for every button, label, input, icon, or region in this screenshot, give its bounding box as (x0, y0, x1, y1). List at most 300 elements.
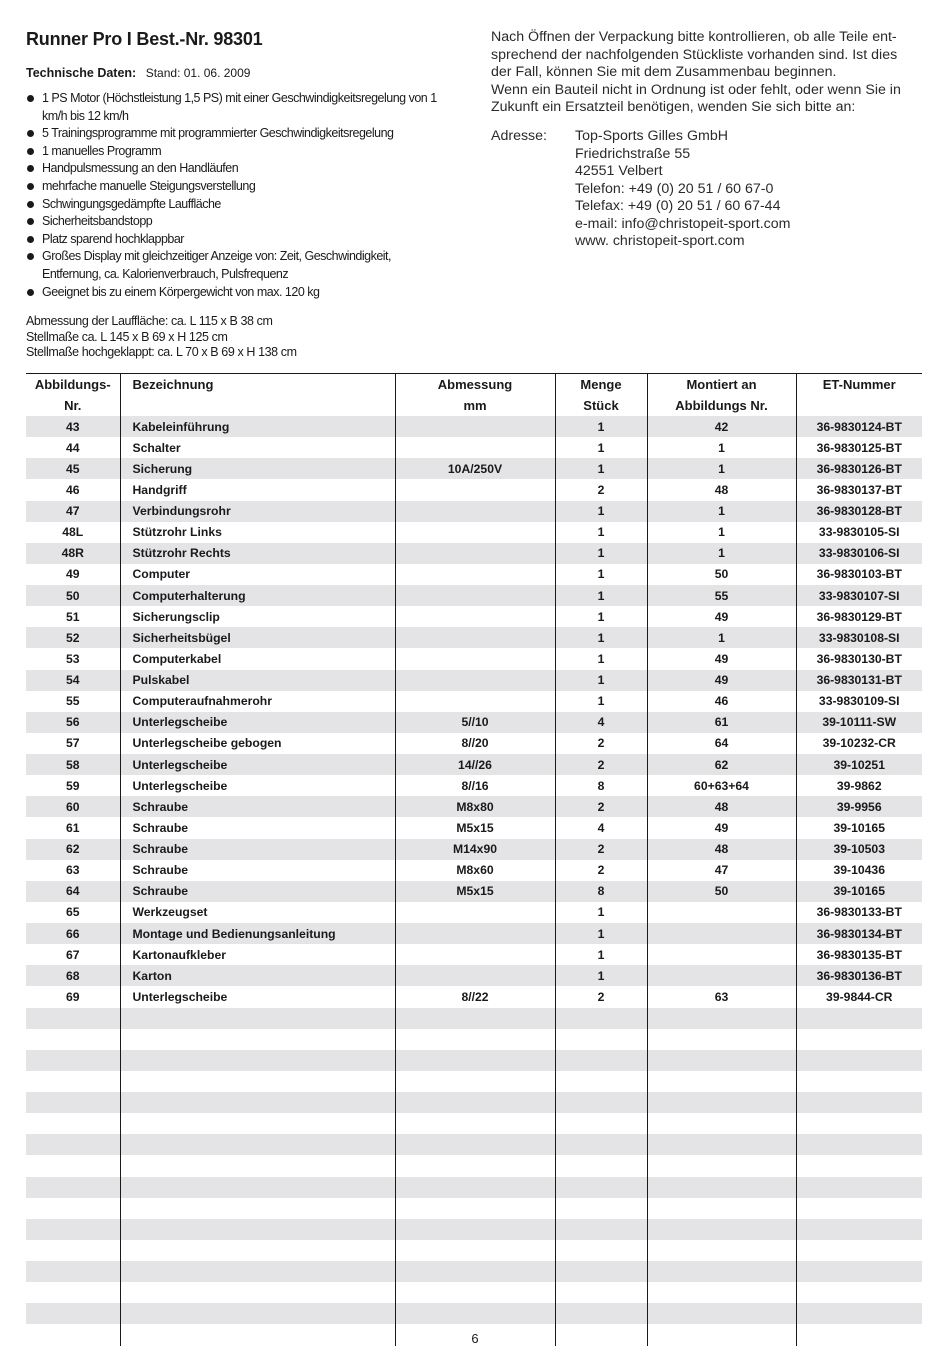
cell-et-nummer: 33-9830109-SI (796, 691, 922, 712)
cell-et-nummer (796, 1303, 922, 1324)
cell-montiert-an (647, 1240, 796, 1261)
cell-menge: 1 (555, 627, 647, 648)
cell-abmessung (395, 965, 555, 986)
cell-menge: 1 (555, 606, 647, 627)
cell-bezeichnung: Schraube (120, 860, 395, 881)
cell-abmessung: 8//20 (395, 733, 555, 754)
cell-abb-nr: 57 (65, 736, 80, 751)
cell-abmessung (395, 1177, 555, 1198)
cell-abb-nr: 67 (65, 947, 80, 962)
cell-abmessung (395, 1071, 555, 1092)
cell-menge (555, 1198, 647, 1219)
address-lines (575, 128, 790, 251)
feature-item: Schwingungsgedämpfte Lauffläche (26, 196, 446, 214)
cell-montiert-an: 50 (647, 564, 796, 585)
cell-abmessung (395, 1282, 555, 1303)
cell-menge (555, 1282, 647, 1303)
cell-menge: 2 (555, 479, 647, 500)
cell-montiert-an (647, 1134, 796, 1155)
cell-abb-nr: 56 (26, 712, 120, 733)
street: Friedrichstraße 55 (575, 145, 691, 162)
cell-menge (555, 1008, 647, 1029)
table-row (26, 1050, 922, 1071)
cell-et-nummer: 36-9830133-BT (796, 902, 922, 923)
cell-et-nummer (796, 1155, 922, 1176)
cell-bezeichnung (120, 1177, 395, 1198)
cell-bezeichnung: Schraube (120, 796, 395, 817)
cell-menge (555, 1113, 647, 1134)
cell-abb-nr: 64 (26, 881, 120, 902)
cell-menge: 8 (555, 775, 647, 796)
cell-montiert-an (647, 902, 796, 923)
cell-menge: 1 (555, 902, 647, 923)
cell-bezeichnung: Sicherung (120, 458, 395, 479)
cell-montiert-an: 49 (647, 670, 796, 691)
table-row (26, 627, 922, 648)
cell-abmessung: M14x90 (395, 839, 555, 860)
feature-item: Geeignet bis zu einem Körpergewicht von max. 120 kg (26, 284, 446, 302)
cell-abmessung (395, 1219, 555, 1240)
cell-montiert-an (647, 1282, 796, 1303)
cell-montiert-an (647, 1155, 796, 1176)
cell-menge (555, 1071, 647, 1092)
cell-et-nummer (796, 1282, 922, 1303)
cell-abb-nr: 51 (65, 609, 80, 624)
cell-abmessung: 8//22 (395, 986, 555, 1007)
table-row (26, 543, 922, 564)
cell-montiert-an: 60+63+64 (647, 775, 796, 796)
cell-montiert-an (647, 1177, 796, 1198)
feature-item: Platz sparend hochklappbar (26, 231, 446, 249)
cell-et-nummer: 36-9830134-BT (796, 923, 922, 944)
cell-abmessung (395, 1050, 555, 1071)
cell-montiert-an: 63 (647, 986, 796, 1007)
cell-montiert-an (647, 965, 796, 986)
cell-abmessung (395, 1155, 555, 1176)
cell-bezeichnung: Montage und Bedienungsanleitung (120, 923, 395, 944)
cell-et-nummer: 36-9830136-BT (796, 965, 922, 986)
table-row (26, 522, 922, 543)
cell-abmessung (395, 1029, 555, 1050)
cell-et-nummer: 36-9830103-BT (796, 564, 922, 585)
table-row (26, 817, 922, 838)
table-row (26, 775, 922, 796)
table-row (26, 479, 922, 500)
cell-menge: 1 (555, 965, 647, 986)
cell-bezeichnung: Sicherungsclip (120, 606, 395, 627)
cell-et-nummer: 36-9830128-BT (796, 501, 922, 522)
cell-abb-nr (26, 1008, 120, 1029)
website-link[interactable]: www. christopeit-sport.com (575, 233, 745, 249)
cell-bezeichnung: Stützrohr Links (120, 522, 395, 543)
feature-item: 5 Trainingsprogramme mit programmierter Geschwindigkeitsregelung (26, 125, 446, 143)
table-row (26, 754, 922, 775)
cell-et-nummer (796, 1113, 922, 1134)
table-row (26, 1155, 922, 1176)
table-row (26, 1177, 922, 1198)
cell-bezeichnung: Schraube (120, 817, 395, 838)
table-header (26, 374, 922, 417)
cell-menge: 2 (555, 839, 647, 860)
cell-menge: 2 (555, 796, 647, 817)
cell-menge: 1 (555, 944, 647, 965)
col-header-menge-unit: Stück (555, 395, 647, 416)
cell-bezeichnung (120, 1155, 395, 1176)
cell-montiert-an: 1 (647, 501, 796, 522)
cell-abmessung: 14//26 (395, 754, 555, 775)
table-row (26, 564, 922, 585)
feature-item: mehrfache manuelle Steigungsverstellung (26, 178, 446, 196)
col-header-et-nummer-line2 (796, 395, 922, 416)
intro-line: Zukunft ein Ersatzteil benötigen, wenden Sie sich bitte an: (491, 99, 856, 115)
cell-abmessung (395, 479, 555, 500)
table-row (26, 733, 922, 754)
table-row (26, 1198, 922, 1219)
cell-bezeichnung: Computer (120, 564, 395, 585)
cell-abb-nr: 46 (65, 482, 80, 497)
dimension-line: Stellmaße ca. L 145 x B 69 x H 125 cm (26, 329, 228, 344)
cell-montiert-an (647, 1029, 796, 1050)
table-body (26, 416, 922, 1346)
fax: Telefax: +49 (0) 20 51 / 60 67-44 (575, 198, 781, 214)
cell-abmessung (395, 606, 555, 627)
cell-abb-nr: 62 (26, 839, 120, 860)
cell-abmessung: M8x80 (395, 796, 555, 817)
cell-menge: 2 (555, 986, 647, 1007)
cell-abb-nr: 50 (26, 585, 120, 606)
cell-bezeichnung: Karton (120, 965, 395, 986)
cell-et-nummer (796, 1008, 922, 1029)
cell-menge (555, 1177, 647, 1198)
cell-abb-nr (26, 1071, 120, 1092)
cell-montiert-an: 1 (647, 522, 796, 543)
cell-abb-nr: 53 (65, 651, 80, 666)
intro-line: sprechend der nachfolgenden Stückliste vorhanden sind. Ist dies (491, 46, 898, 63)
cell-montiert-an: 46 (647, 691, 796, 712)
cell-abmessung: 8//16 (395, 775, 555, 796)
cell-abmessung: 5//10 (395, 712, 555, 733)
table-row (26, 839, 922, 860)
cell-et-nummer (796, 1177, 922, 1198)
cell-abb-nr (26, 1282, 120, 1303)
cell-bezeichnung: Kartonaufkleber (120, 944, 395, 965)
cell-menge: 1 (555, 585, 647, 606)
cell-montiert-an: 1 (647, 437, 796, 458)
cell-abmessung (395, 691, 555, 712)
cell-montiert-an (647, 1113, 796, 1134)
cell-abb-nr: 43 (26, 416, 120, 437)
cell-abmessung: M5x15 (395, 881, 555, 902)
cell-abb-nr: 69 (65, 989, 80, 1004)
cell-abmessung (395, 627, 555, 648)
cell-bezeichnung (120, 1113, 395, 1134)
cell-et-nummer: 36-9830130-BT (796, 648, 922, 669)
table-row (26, 437, 922, 458)
col-header-bezeichnung-line2 (120, 395, 395, 416)
cell-menge: 1 (555, 522, 647, 543)
tech-data-label: Technische Daten: (26, 66, 137, 80)
cell-bezeichnung: Pulskabel (120, 670, 395, 691)
cell-et-nummer: 33-9830106-SI (796, 543, 922, 564)
cell-menge: 1 (555, 543, 647, 564)
table-row (26, 606, 922, 627)
cell-menge (555, 1050, 647, 1071)
cell-abb-nr: 49 (65, 567, 80, 582)
cell-menge: 4 (555, 817, 647, 838)
cell-abmessung (395, 437, 555, 458)
cell-bezeichnung: Kabeleinführung (120, 416, 395, 437)
col-header-bezeichnung: Bezeichnung (120, 374, 395, 396)
cell-abmessung (395, 1261, 555, 1282)
cell-bezeichnung: Unterlegscheibe gebogen (120, 733, 395, 754)
cell-et-nummer (796, 1050, 922, 1071)
cell-montiert-an: 49 (647, 817, 796, 838)
cell-montiert-an: 61 (647, 712, 796, 733)
table-row (26, 458, 922, 479)
cell-abmessung (395, 1134, 555, 1155)
cell-abb-nr: 47 (26, 501, 120, 522)
cell-abmessung (395, 670, 555, 691)
table-row (26, 881, 922, 902)
cell-abb-nr: 65 (65, 905, 80, 920)
feature-list (26, 90, 446, 301)
company-name: Top-Sports Gilles GmbH (575, 128, 728, 144)
cell-bezeichnung: Computeraufnahmerohr (120, 691, 395, 712)
cell-et-nummer: 39-10251 (796, 754, 922, 775)
table-row (26, 1092, 922, 1113)
cell-abmessung (395, 1092, 555, 1113)
cell-abmessung (395, 648, 555, 669)
cell-bezeichnung: Handgriff (120, 479, 395, 500)
cell-montiert-an: 1 (647, 627, 796, 648)
cell-et-nummer: 33-9830105-SI (796, 522, 922, 543)
table-row (26, 416, 922, 437)
city: 42551 Velbert (575, 163, 663, 179)
dimension-line: Abmessung der Lauffläche: ca. L 115 x B 38 cm (26, 314, 273, 328)
cell-et-nummer: 39-10503 (796, 839, 922, 860)
cell-montiert-an (647, 923, 796, 944)
cell-montiert-an (647, 944, 796, 965)
cell-bezeichnung: Unterlegscheibe (120, 754, 395, 775)
stand-date: Stand: 01. 06. 2009 (145, 66, 251, 80)
cell-menge (555, 1240, 647, 1261)
cell-bezeichnung (120, 1071, 395, 1092)
cell-abb-nr: 68 (26, 965, 120, 986)
cell-abb-nr: 60 (26, 796, 120, 817)
table-row (26, 902, 922, 923)
cell-montiert-an: 62 (647, 754, 796, 775)
table-row (26, 860, 922, 881)
cell-et-nummer: 36-9830129-BT (796, 606, 922, 627)
cell-montiert-an: 48 (647, 839, 796, 860)
table-row (26, 1071, 922, 1092)
cell-abb-nr (26, 1219, 120, 1240)
col-header-abb-nr-line2: Nr. (64, 398, 82, 413)
cell-montiert-an (647, 1008, 796, 1029)
cell-bezeichnung (120, 1198, 395, 1219)
cell-montiert-an: 48 (647, 479, 796, 500)
table-row (26, 1113, 922, 1134)
cell-abmessung: M8x60 (395, 860, 555, 881)
table-row (26, 965, 922, 986)
cell-abb-nr: 54 (26, 670, 120, 691)
table-row (26, 944, 922, 965)
table-row (26, 712, 922, 733)
cell-abb-nr (26, 1261, 120, 1282)
cell-abmessung (395, 522, 555, 543)
cell-et-nummer (796, 1240, 922, 1261)
intro-line: Wenn ein Bauteil nicht in Ordnung ist oder fehlt, oder wenn Sie in (491, 81, 901, 98)
cell-montiert-an: 50 (647, 881, 796, 902)
dimensions-block (26, 314, 297, 361)
cell-abb-nr: 45 (26, 458, 120, 479)
tech-data-heading (26, 66, 250, 80)
intro-line: Nach Öffnen der Verpackung bitte kontrollieren, ob alle Teile ent- (491, 29, 897, 45)
cell-abb-nr (26, 1303, 120, 1324)
cell-et-nummer: 39-10111-SW (796, 712, 922, 733)
col-header-abmessung-unit: mm (395, 395, 555, 416)
intro-line: der Fall, können Sie mit dem Zusammenbau beginnen. (491, 64, 837, 80)
cell-bezeichnung (120, 1303, 395, 1324)
cell-montiert-an (647, 1071, 796, 1092)
cell-abmessung (395, 944, 555, 965)
cell-bezeichnung: Verbindungsrohr (120, 501, 395, 522)
cell-abmessung: M5x15 (395, 817, 555, 838)
cell-menge: 8 (555, 881, 647, 902)
cell-et-nummer: 36-9830125-BT (796, 437, 922, 458)
cell-bezeichnung: Unterlegscheibe (120, 775, 395, 796)
cell-abb-nr (26, 1113, 120, 1134)
cell-abb-nr: 55 (65, 694, 80, 709)
cell-menge: 1 (555, 923, 647, 944)
table-row (26, 1303, 922, 1324)
cell-menge: 4 (555, 712, 647, 733)
cell-bezeichnung: Sicherheitsbügel (120, 627, 395, 648)
cell-montiert-an (647, 1050, 796, 1071)
table-row (26, 501, 922, 522)
address-label: Adresse: (491, 128, 547, 144)
cell-bezeichnung (120, 1029, 395, 1050)
cell-montiert-an: 1 (647, 458, 796, 479)
col-header-abmessung: Abmessung (395, 374, 555, 396)
cell-abb-nr: 63 (65, 863, 80, 878)
table-row (26, 691, 922, 712)
cell-abmessung (395, 1198, 555, 1219)
table-row (26, 1008, 922, 1029)
cell-abmessung (395, 1303, 555, 1324)
cell-abb-nr: 48L (62, 525, 84, 540)
cell-montiert-an (647, 1092, 796, 1113)
cell-menge (555, 1261, 647, 1282)
cell-et-nummer: 39-10232-CR (796, 733, 922, 754)
table-row (26, 670, 922, 691)
cell-menge (555, 1155, 647, 1176)
table-row (26, 1261, 922, 1282)
feature-item: Handpulsmessung an den Handläufen (26, 160, 446, 178)
cell-abb-nr: 52 (26, 627, 120, 648)
cell-bezeichnung (120, 1050, 395, 1071)
cell-montiert-an: 64 (647, 733, 796, 754)
col-header-montiert: Montiert an (647, 374, 796, 396)
cell-abb-nr (26, 1155, 120, 1176)
col-header-abb-nr: Abbildungs- (26, 374, 120, 396)
cell-menge (555, 1134, 647, 1155)
table-row (26, 796, 922, 817)
phone: Telefon: +49 (0) 20 51 / 60 67-0 (575, 180, 774, 197)
feature-item: 1 manuelles Programm (26, 143, 446, 161)
feature-item: Großes Display mit gleichzeitiger Anzeige von: Zeit, Geschwindigkeit, Entfernung, ca. Kalorienverbrauch, Pulsfrequenz (26, 248, 446, 283)
cell-bezeichnung (120, 1240, 395, 1261)
cell-bezeichnung: Computerkabel (120, 648, 395, 669)
cell-menge: 2 (555, 754, 647, 775)
email-link[interactable]: e-mail: info@christopeit-sport.com (575, 215, 791, 232)
cell-abmessung (395, 1240, 555, 1261)
cell-abb-nr: 59 (65, 778, 80, 793)
table-row (26, 1282, 922, 1303)
dimension-line: Stellmaße hochgeklappt: ca. L 70 x B 69 x H 138 cm (26, 345, 297, 359)
cell-bezeichnung (120, 1219, 395, 1240)
table-row (26, 1240, 922, 1261)
cell-bezeichnung (120, 1261, 395, 1282)
cell-menge: 1 (555, 437, 647, 458)
cell-menge (555, 1029, 647, 1050)
cell-abb-nr: 58 (26, 754, 120, 775)
cell-menge: 1 (555, 501, 647, 522)
cell-et-nummer (796, 1029, 922, 1050)
cell-abmessung (395, 543, 555, 564)
cell-et-nummer: 36-9830126-BT (796, 458, 922, 479)
cell-bezeichnung: Schalter (120, 437, 395, 458)
cell-et-nummer (796, 1261, 922, 1282)
cell-abb-nr: 61 (65, 820, 80, 835)
cell-abmessung (395, 501, 555, 522)
cell-montiert-an (647, 1219, 796, 1240)
cell-et-nummer: 36-9830137-BT (796, 479, 922, 500)
cell-menge (555, 1303, 647, 1324)
feature-item: 1 PS Motor (Höchstleistung 1,5 PS) mit einer Geschwindigkeitsregelung von 1 km/h bis 12 km/h (26, 90, 446, 125)
cell-abb-nr (26, 1177, 120, 1198)
cell-abb-nr (26, 1240, 120, 1261)
cell-menge: 2 (555, 860, 647, 881)
table-row (26, 923, 922, 944)
cell-menge: 1 (555, 416, 647, 437)
cell-bezeichnung (120, 1134, 395, 1155)
cell-bezeichnung: Werkzeugset (120, 902, 395, 923)
cell-abmessung (395, 1008, 555, 1029)
cell-montiert-an: 42 (647, 416, 796, 437)
cell-abb-nr (26, 1029, 120, 1050)
cell-abmessung (395, 564, 555, 585)
table-row (26, 585, 922, 606)
cell-abb-nr (26, 1198, 120, 1219)
cell-menge: 1 (555, 670, 647, 691)
cell-et-nummer (796, 1198, 922, 1219)
table-row (26, 648, 922, 669)
cell-montiert-an (647, 1303, 796, 1324)
cell-montiert-an: 49 (647, 606, 796, 627)
cell-et-nummer: 39-10436 (796, 860, 922, 881)
cell-bezeichnung: Computerhalterung (120, 585, 395, 606)
parts-table (26, 373, 922, 1346)
cell-et-nummer: 39-9956 (796, 796, 922, 817)
cell-bezeichnung: Unterlegscheibe (120, 986, 395, 1007)
intro-paragraph (491, 29, 931, 117)
cell-abb-nr (26, 1050, 120, 1071)
col-header-montiert-line2: Abbildungs Nr. (647, 395, 796, 416)
cell-montiert-an: 55 (647, 585, 796, 606)
cell-abmessung: 10A/250V (395, 458, 555, 479)
col-header-menge: Menge (555, 374, 647, 396)
